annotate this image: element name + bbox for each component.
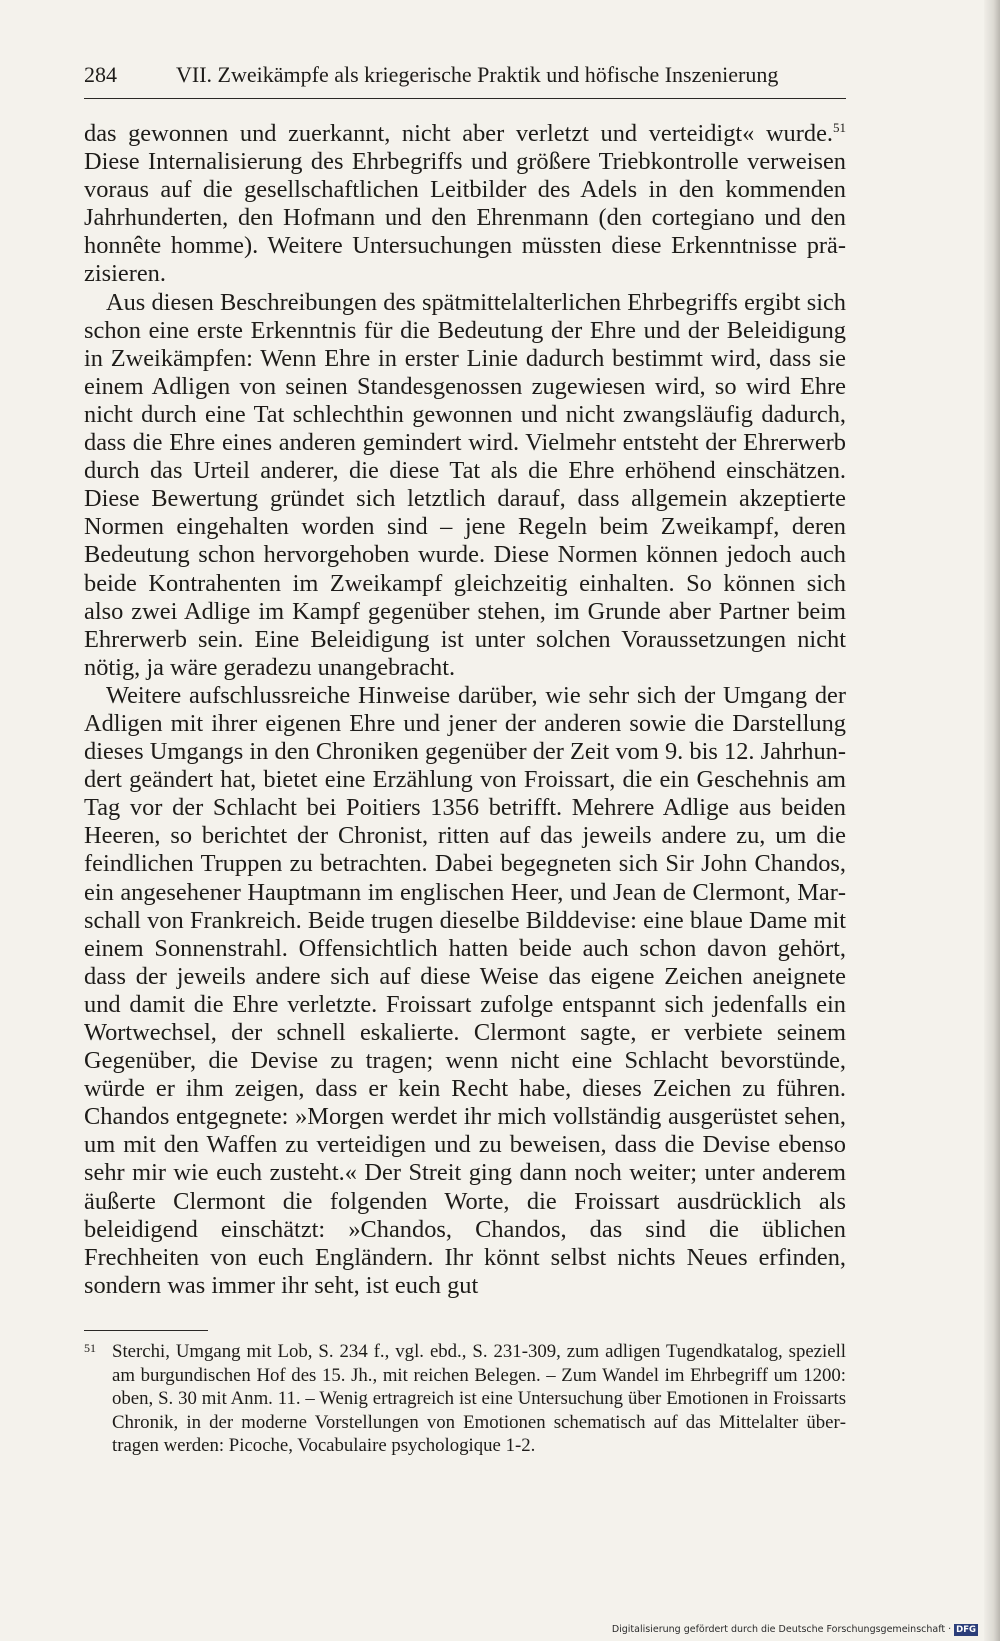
header-rule — [84, 98, 846, 99]
footnote-number: 51 — [84, 1341, 96, 1355]
page-edge-shadow — [984, 0, 1000, 1641]
footnote — [84, 1340, 846, 1458]
dfg-logo: DFG — [956, 1625, 976, 1635]
running-title: VII. Zweikämpfe als kriegerische Praktik und höfische Inszenierung — [176, 62, 779, 87]
paragraph-1 — [84, 120, 846, 289]
paragraph-2: Aus diesen Beschreibungen des spätmittelalterlichen Ehrbegriffs ergibt sich schon eine erste Erkenntnis für die Bedeutung der Ehre und der Beleidigung in Zweikämpfen: Wenn Ehre in erster Linie dadurch bestimmt wird, dass sie einem Adligen von seinen Standesgenossen zugewiesen wird, so wird Ehre nicht durch eine Tat schlechthin gewonnen und nicht zwangsläufig dadurch, dass die Ehre eines anderen gemindert wird. Vielmehr entsteht der Ehrerwerb durch das Urteil anderer, die diese Tat als die Ehre erhöhend einschätzen. Diese Bewertung gründet sich letztlich darauf, dass allgemein akzeptierte Normen eingehalten worden sind – jene Regeln beim Zweikampf, deren Bedeutung schon hervorgehoben wurde. Diese Normen können jedoch auch beide Kontrahenten im Zweikampf gleichzeitig einhalten. So können sich also zwei Adlige im Kampf gegenüber stehen, im Grunde aber Partner beim Ehrerwerb sein. Eine Beleidigung ist unter solchen Voraussetzungen nicht nötig, ja wäre geradezu unangebracht. — [84, 288, 846, 681]
body-text — [84, 120, 846, 1300]
digitization-credit — [612, 1624, 978, 1636]
paragraph-3: Weitere aufschlussreiche Hinweise darüber, wie sehr sich der Umgang der Adligen mit ihrer eigenen Ehre und jener der anderen sowie die Darstellung dieses Umgangs in den Chroniken gegenüber der Zeit vom 9. bis 12. Jahrhundert geändert hat, bietet eine Erzählung von Froissart, die ein Geschehnis am Tag vor der Schlacht bei Poitiers 1356 betrifft. Mehrere Adlige aus beiden Heeren, so berichtet der Chronist, ritten auf das jeweils andere zu, um die feindlichen Truppen zu betrachten. Dabei begegneten sich Sir John Chandos, ein angesehener Hauptmann im englischen Heer, und Jean de Clermont, Marschall von Frankreich. Beide trugen dieselbe Bilddevise: eine blaue Dame mit einem Sonnenstrahl. Offensichtlich hatten beide auch schon davon gehört, dass der jeweils andere sich auf diese Weise das eigene Zeichen aneignete und damit die Ehre verletzte. Froissart zufolge entspannt sich jedenfalls ein Wortwechsel, der schnell eskalierte. Clermont sagte, er verbiete seinem Gegenüber, die Devise zu tragen; wenn nicht eine Schlacht bevorstünde, würde er ihm zeigen, dass er kein Recht habe, dieses Zeichen zu führen. Chandos entgegnete: »Morgen werdet ihr mich vollständig ausgerüstet sehen, um mit den Waffen zu verteidigen und zu beweisen, dass die Devise ebenso sehr mir wie euch zusteht.« Der Streit ging dann noch weiter; unter anderem äußerte Clermont die folgenden Worte, die Froissart ausdrücklich als beleidigend einschätzt: »Chandos, Chandos, das sind die üblichen Frechheiten von euch Engländern. Ihr könnt selbst nichts Neues erfinden, sondern was immer ihr seht, ist euch gut — [84, 681, 846, 1299]
running-header — [84, 60, 846, 90]
paragraph-text: das gewonnen und zuerkannt, nicht aber verletzt und verteidigt« wurde. — [84, 120, 833, 147]
footnote-text: Sterchi, Umgang mit Lob, S. 234 f., vgl. ebd., S. 231-309, zum adligen Tugendkatalog, speziell am burgundischen Hof des 15. Jh., mit reichen Belegen. – Zum Wandel im Ehrbegriff um 1200: oben, S. 30 mit Anm. 11. – Wenig ertragreich ist eine Untersuchung über Emotionen in Froissarts Chronik, in der moderne Vorstellungen von Emotionen schematisch auf das Mittelalter übertragen werden: Picoche, Vocabulaire psychologique 1-2. — [112, 1341, 846, 1457]
footnote-reference[interactable]: 51 — [833, 119, 846, 135]
credit-text: Digitalisierung gefördert durch die Deutsche Forschungsgemeinschaft · — [611, 1624, 952, 1635]
page-number: 284 — [84, 62, 117, 87]
paragraph-text-continued: Diese Internalisierung des Ehrbegriffs und größere Triebkontrolle verweisen voraus auf die gesellschaftlichen Leitbilder des Adels in den kommenden Jahrhunderten, den Hofmann und den Ehrenmann (den cortegiano und den honnête homme). Weitere Untersuchungen müssten diese Erkenntnisse präzisieren. — [84, 148, 846, 288]
footnote-rule — [84, 1330, 208, 1331]
